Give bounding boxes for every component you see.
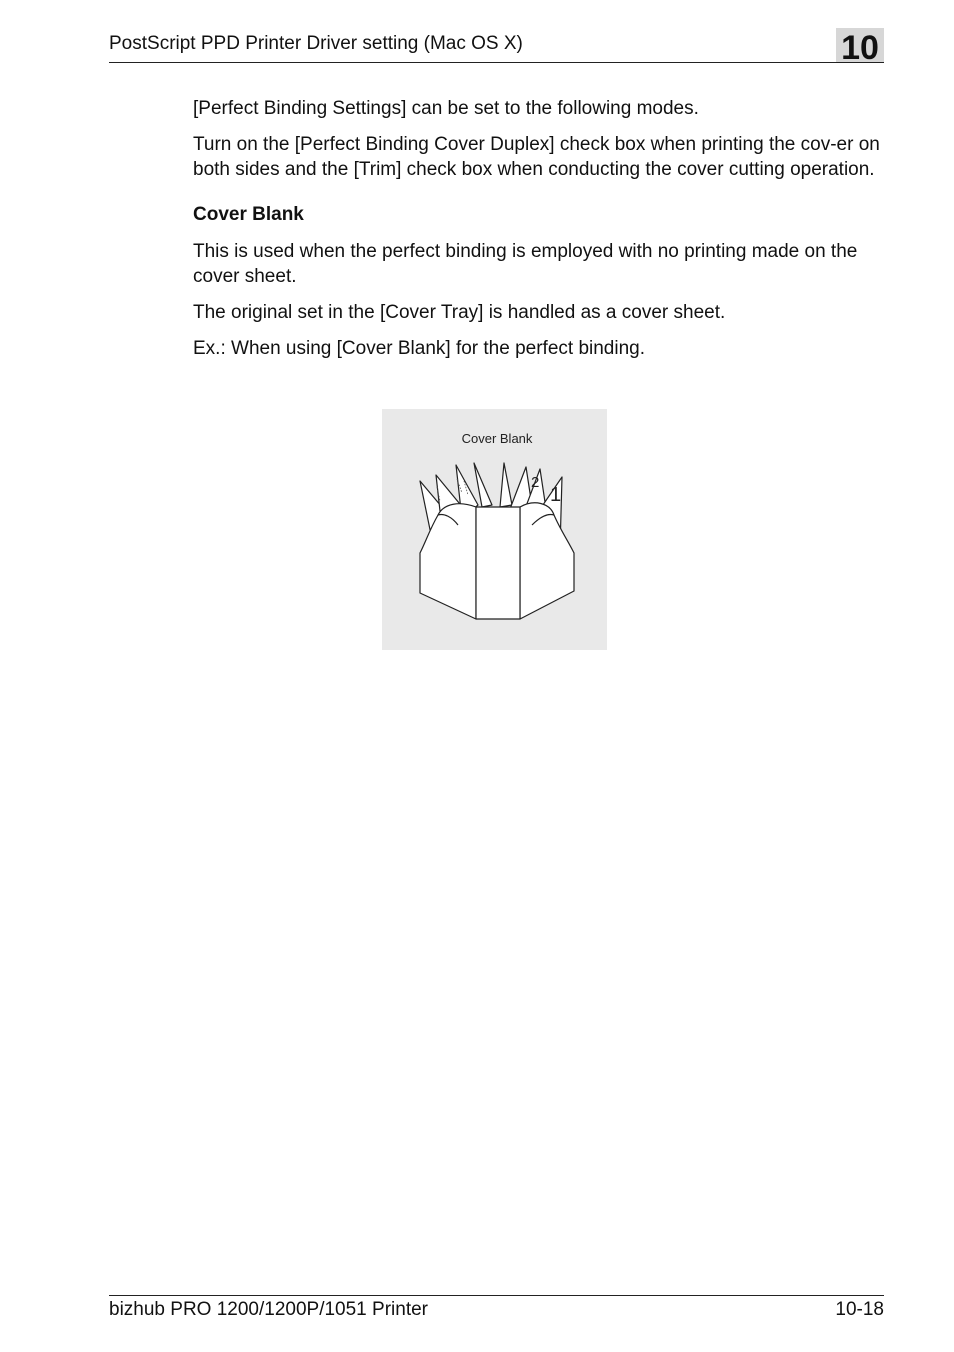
figure-caption-label: Cover Blank <box>461 431 533 446</box>
paragraph-section-2: The original set in the [Cover Tray] is handled as a cover sheet. <box>193 302 726 323</box>
page-number-2-label: 2 <box>531 474 540 491</box>
section-heading-cover-blank: Cover Blank <box>193 204 304 225</box>
footer-page-number: 10-18 <box>835 1299 884 1320</box>
page-fan-left-4 <box>474 463 492 507</box>
page-fan-right-1 <box>500 463 512 507</box>
header-divider <box>109 62 884 63</box>
paragraph-section-1: This is used when the perfect binding is employed with no printing made on the cover sheet. <box>193 241 858 287</box>
chapter-number-badge: 10 <box>836 28 884 62</box>
main-content <box>193 96 885 372</box>
paragraph-intro-1: [Perfect Binding Settings] can be set to the following modes. <box>193 98 699 119</box>
perfect-binding-book-drawing <box>382 409 607 650</box>
right-cover-sheet <box>520 503 574 619</box>
book-spine <box>476 507 520 619</box>
paragraph-section-3: Ex.: When using [Cover Blank] for the perfect binding. <box>193 338 646 359</box>
footer-divider <box>109 1295 884 1296</box>
paragraph-intro-2: Turn on the [Perfect Binding Cover Duplex] check box when printing the cov-er on both sides and the [Trim] check box when conducting the cover cutting operation. <box>193 134 880 180</box>
page-number-1-label: 1 <box>550 484 562 506</box>
footer-product-name: bizhub PRO 1200/1200P/1051 Printer <box>109 1299 428 1320</box>
running-header-title: PostScript PPD Printer Driver setting (Mac OS X) <box>109 33 523 54</box>
cover-blank-illustration <box>382 409 607 650</box>
